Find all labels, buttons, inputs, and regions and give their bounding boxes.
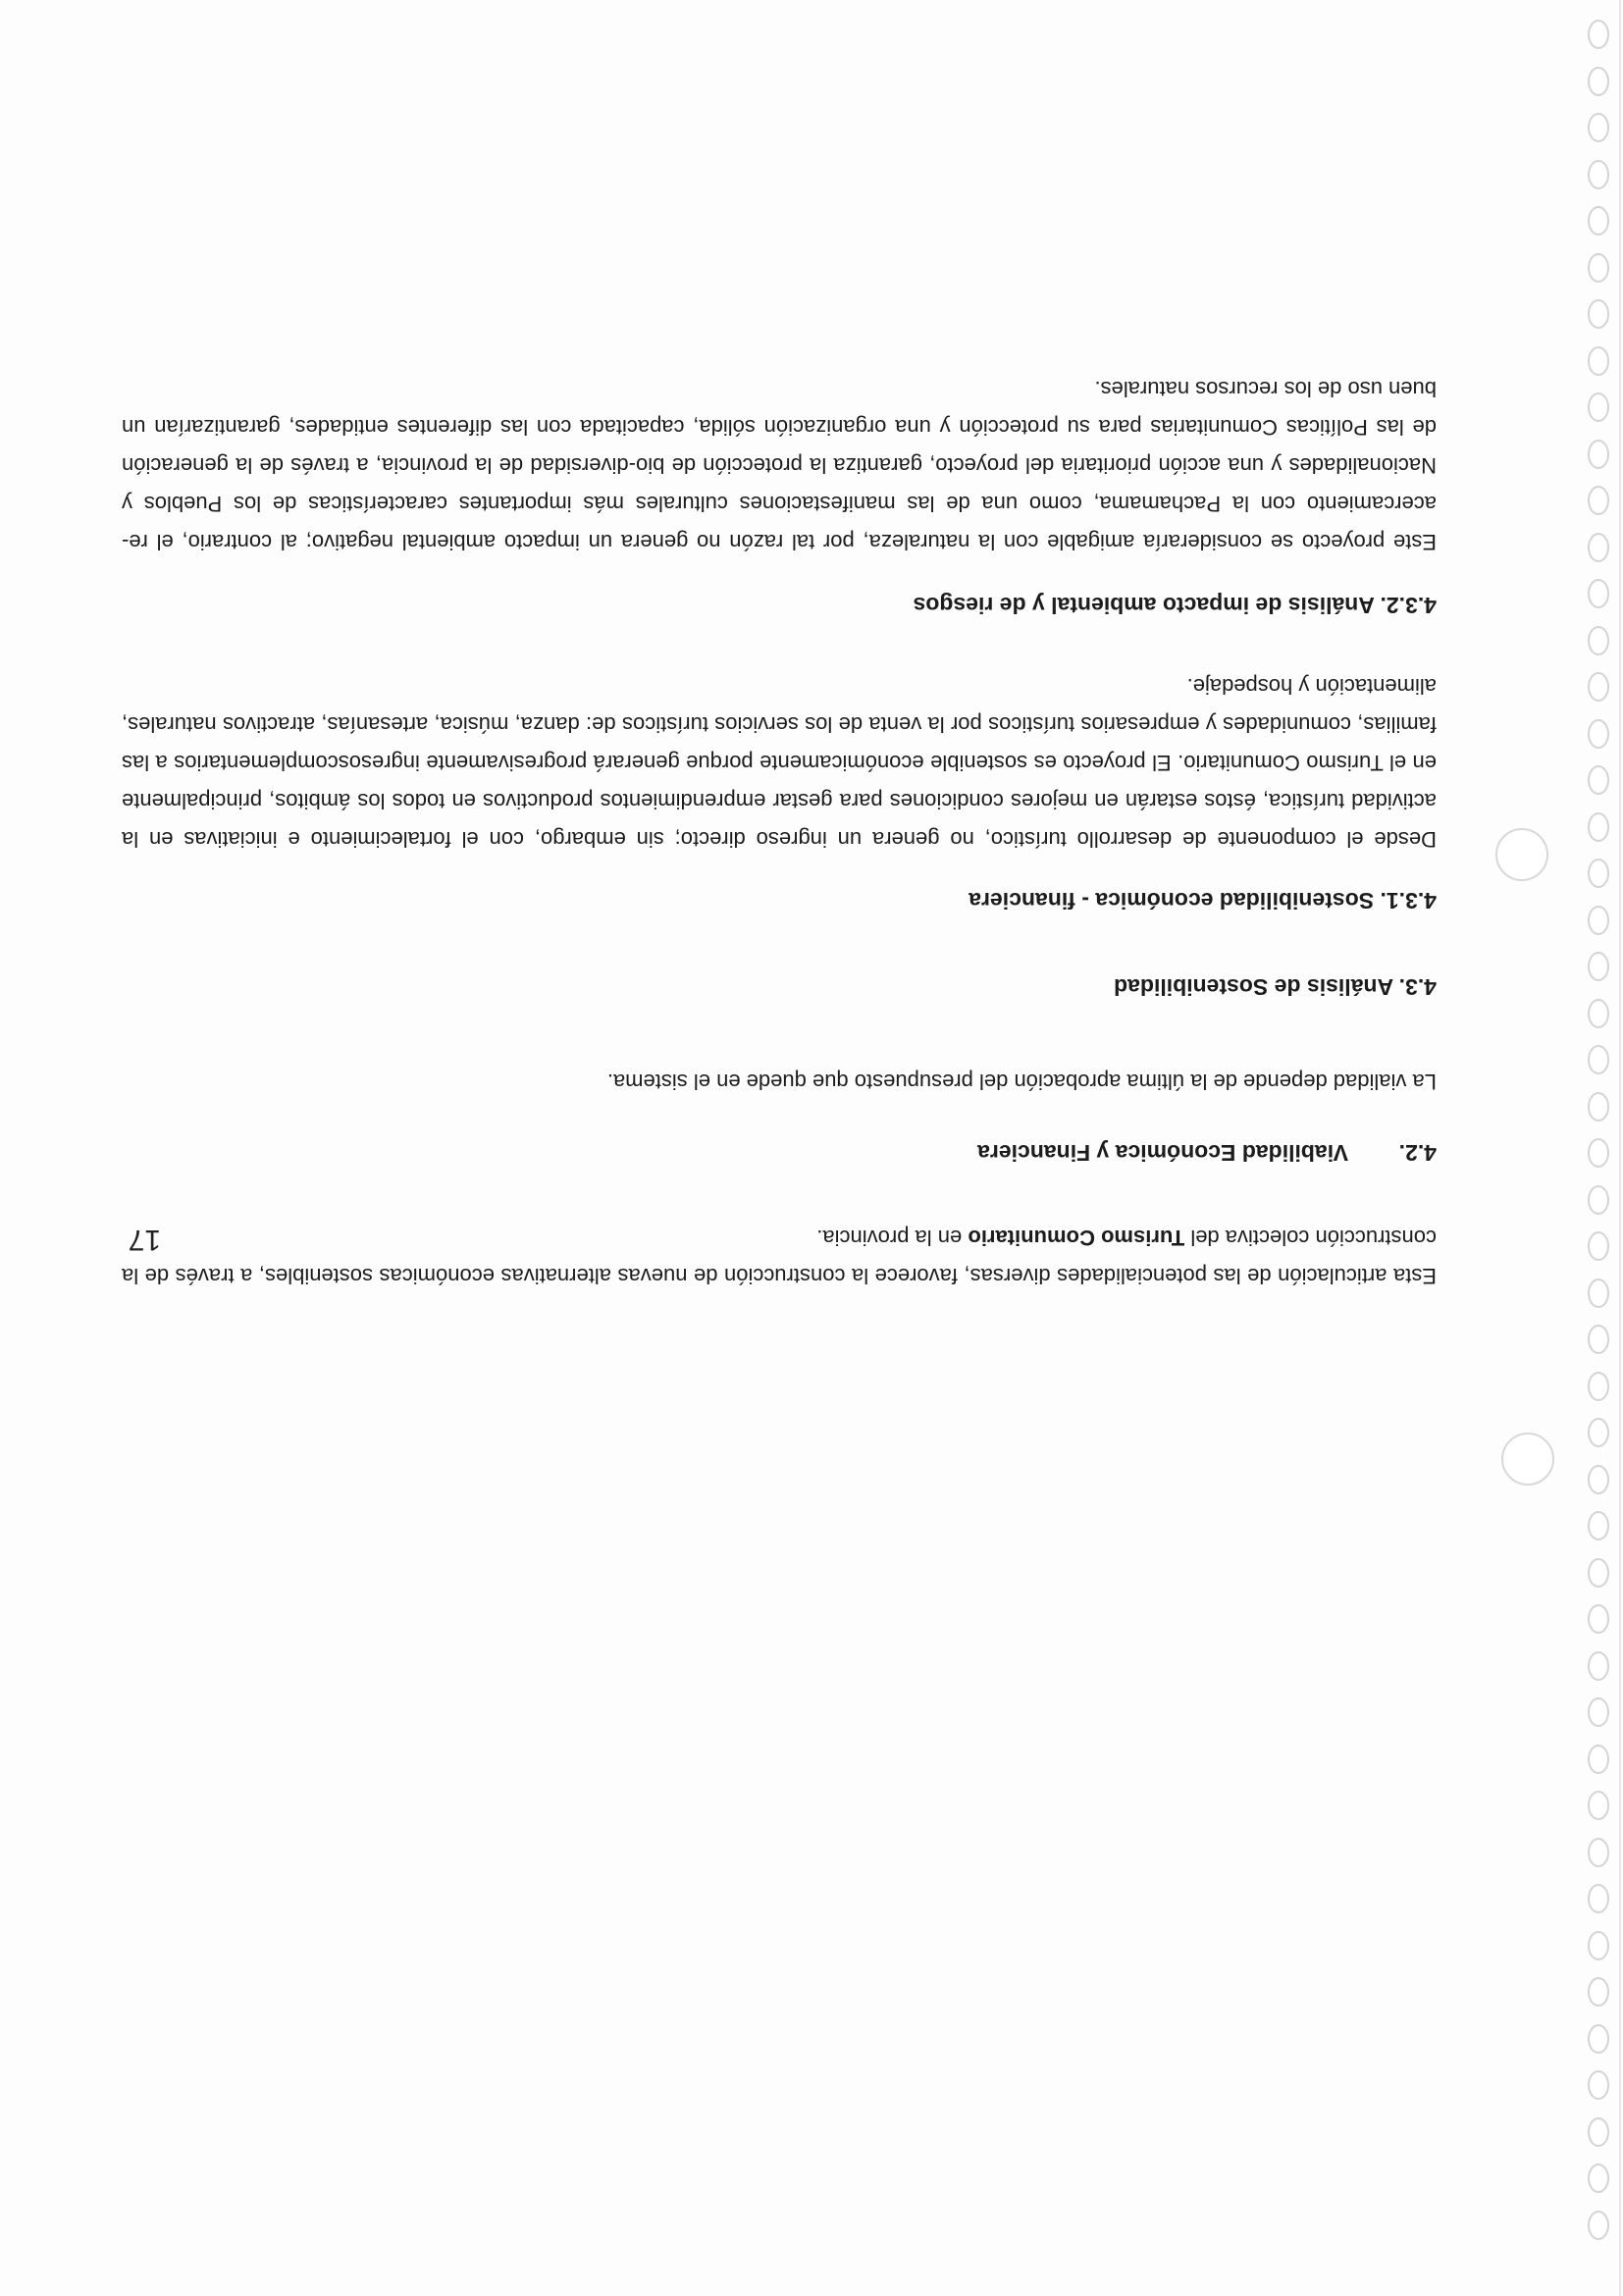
heading-4-2 (122, 1138, 1437, 1168)
intro-bold-term: Turismo Comunitario (968, 1226, 1185, 1250)
paragraph-4-3-1: Desde el componente de desarrollo turístico, no genera un ingreso directo; sin embargo, con el fortalecimiento e iniciativas en la actividad turística, éstos estarán en mejores condiciones para gestar emprendimientos productivos en todos los ámbitos, principalmente en el Turismo Comunitario. El proyecto es sostenible económicamente porque generará progresivamente ingresoscomplementarios a las familias, comunidades y empresarios turísticos por la venta de los servicios turísticos de: danza, música, artesanías, atractivos naturales, alimentación y hospedaje. (122, 674, 1437, 852)
heading-4-2-title: Viabilidad Económica y Financiera (977, 1140, 1348, 1166)
intro-paragraph (122, 1219, 1437, 1295)
paragraph-4-2: La vialidad depende de la última aprobación del presupuesto que quede en el sistema. (606, 1070, 1437, 1094)
intro-text-end: en la provincia. (816, 1226, 969, 1250)
text-body (122, 370, 1437, 1295)
heading-4-3-1: 4.3.1. Sostenibilidad económica - financiera (969, 888, 1437, 913)
heading-4-2-number: 4.2. (1398, 1140, 1437, 1166)
paragraph-4-3-2: Este proyecto se consideraría amigable con la naturaleza, por tal razón no genera un impacto ambiental negativo; al contrario, el re-acercamiento con la Pachamama, como una de las manifestaciones culturales más importantes características de los Pueblos y Nacionalidades y una acción prioritaria del proyecto, garantiza la protección de bio-diversidad de la provincia, a través de la generación de las Políticas Comunitarias para su protección y una organización sólida, capacitada con las diferentes entidades, garantizarían un buen uso de los recursos naturales. (122, 377, 1437, 554)
heading-4-3-2: 4.3.2. Análisis de impacto ambiental y de riesgos (913, 593, 1437, 618)
page-number: 17 (128, 1224, 161, 1256)
intro-text: Esta articulación de las potencialidades diversas, favorece la construcción de nuevas alternativas económicas sostenibles, a través de la construcción colectiva del (122, 1226, 1437, 1288)
heading-4-3: 4.3. Análisis de Sostenibilidad (1114, 974, 1437, 1000)
